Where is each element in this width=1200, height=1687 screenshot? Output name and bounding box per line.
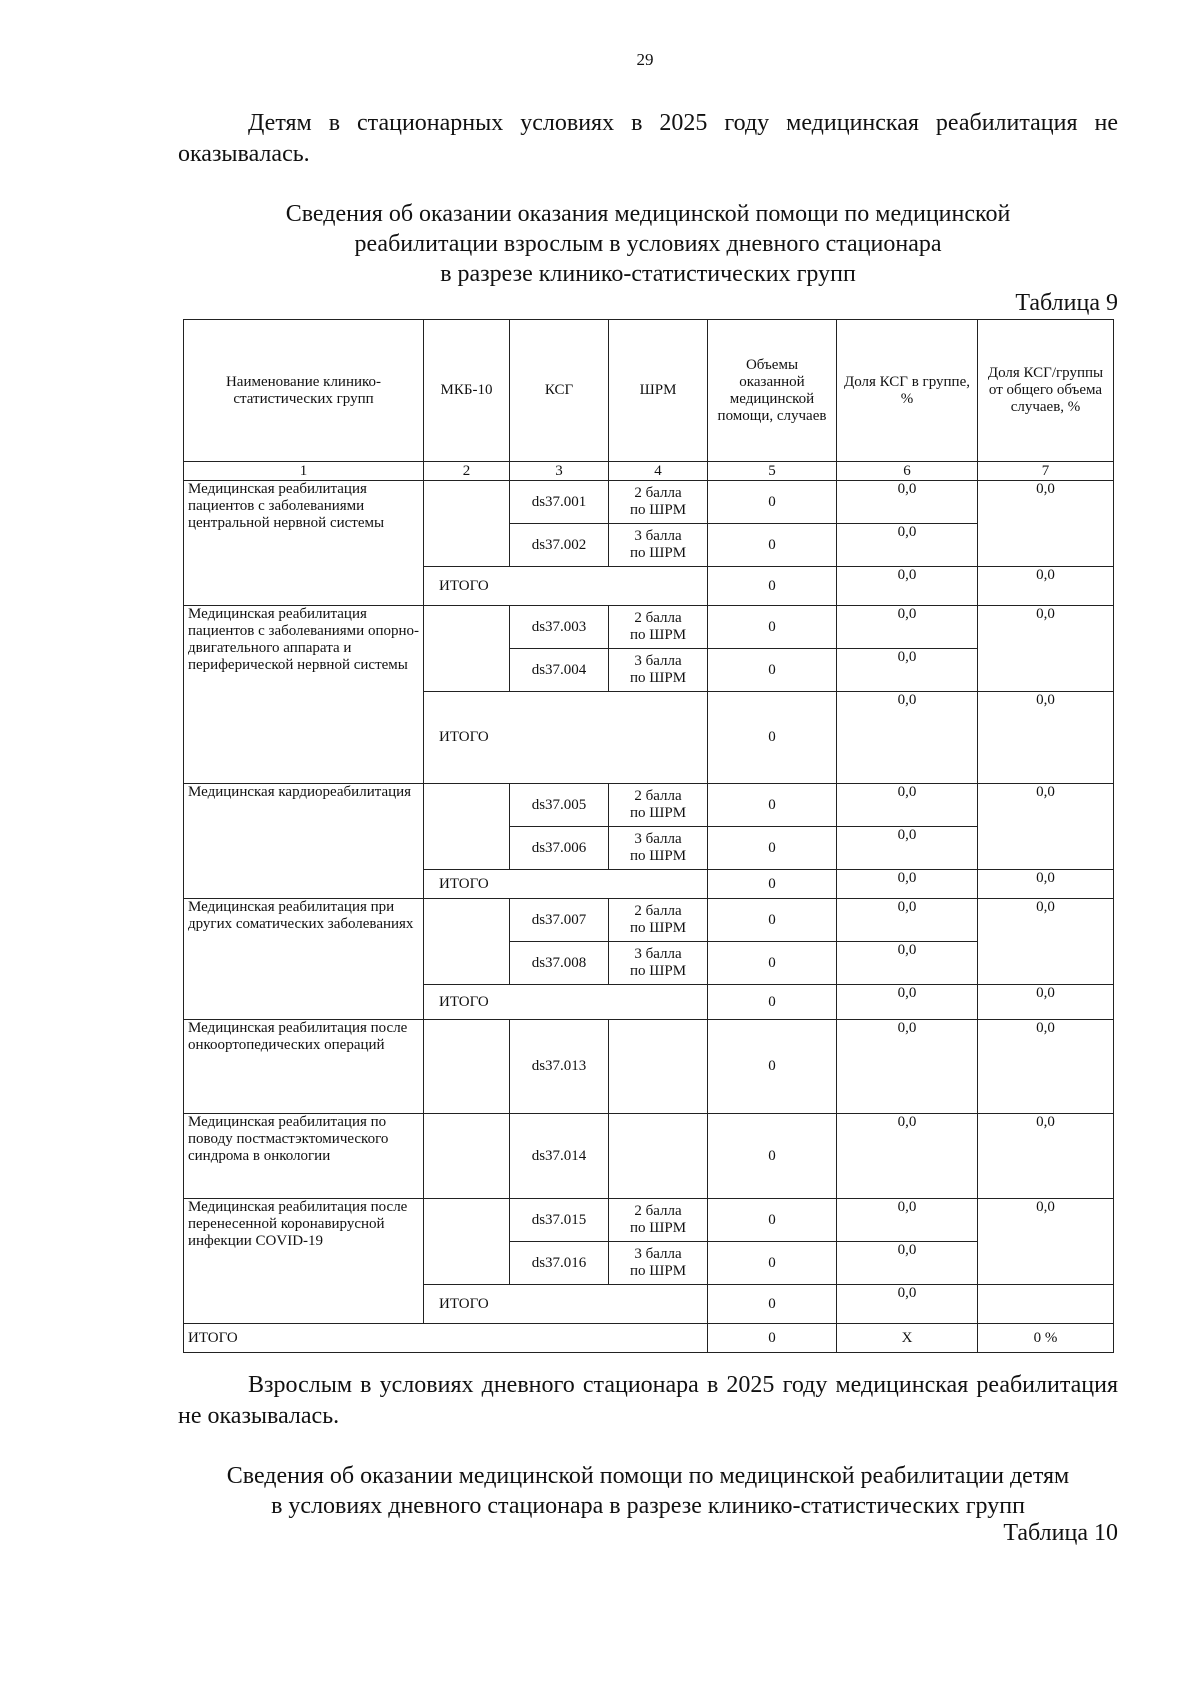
subtotal-label: ИТОГО (424, 567, 708, 606)
mkb-cell (424, 481, 510, 567)
group-share-cell: 0,0 (978, 899, 1114, 985)
grand-total-row (184, 1324, 1114, 1353)
col-header-ksg: КСГ (510, 320, 609, 462)
ksg-cell: ds37.001 (510, 481, 609, 524)
group-name: Медицинская реабилитация после перенесенной коронавирусной инфекции COVID-19 (184, 1199, 424, 1324)
ksg-cell: ds37.013 (510, 1020, 609, 1114)
cases-cell: 0 (708, 1114, 837, 1199)
group-share-cell: 0,0 (978, 1199, 1114, 1285)
table-row (184, 606, 1114, 649)
shrm-score: 3 балла (634, 653, 682, 669)
col-header-name: Наименование клинико-статистических групп (184, 320, 424, 462)
ksg-cell: ds37.003 (510, 606, 609, 649)
shrm-cell (609, 827, 708, 870)
shrm-score: 3 балла (634, 1246, 682, 1262)
shrm-unit: по ШРМ (629, 627, 687, 643)
share-cell: 0,0 (837, 942, 978, 985)
group-share-cell: 0,0 (978, 1020, 1114, 1114)
ksg-cell: ds37.002 (510, 524, 609, 567)
shrm-unit: по ШРМ (629, 848, 687, 864)
ksg-cell: ds37.014 (510, 1114, 609, 1199)
col-header-shrm: ШРМ (609, 320, 708, 462)
cases-cell: 0 (708, 692, 837, 784)
share-cell: 0,0 (837, 899, 978, 942)
share-cell: 0,0 (837, 985, 978, 1020)
grand-total-label: ИТОГО (184, 1324, 708, 1353)
shrm-score: 3 балла (634, 946, 682, 962)
mkb-cell (424, 606, 510, 692)
share-cell: 0,0 (837, 567, 978, 606)
shrm-cell (609, 524, 708, 567)
table-row (184, 784, 1114, 827)
ksg-cell: ds37.006 (510, 827, 609, 870)
group-name: Медицинская реабилитация после онкоортопедических операций (184, 1020, 424, 1114)
mkb-cell (424, 1114, 510, 1199)
cases-cell: 0 (708, 985, 837, 1020)
group-name: Медицинская реабилитация пациентов с заболеваниями центральной нервной системы (184, 481, 424, 606)
subtotal-label: ИТОГО (424, 692, 708, 784)
mkb-cell (424, 899, 510, 985)
col-header-cases: Объемы оказанной медицинской помощи, случаев (708, 320, 837, 462)
cases-cell: 0 (708, 1324, 837, 1353)
group-share-cell: 0,0 (978, 1114, 1114, 1199)
share-cell: 0,0 (837, 870, 978, 899)
shrm-cell (609, 784, 708, 827)
cases-cell: 0 (708, 1242, 837, 1285)
table9-label: Таблица 9 (1015, 290, 1118, 316)
share-cell: 0,0 (837, 827, 978, 870)
group-share-cell: 0,0 (978, 692, 1114, 784)
cases-cell: 0 (708, 784, 837, 827)
table9-heading (178, 199, 1118, 289)
cases-cell: 0 (708, 1285, 837, 1324)
column-number-row (184, 462, 1114, 481)
share-cell: 0,0 (837, 1020, 978, 1114)
heading-line: Сведения об оказании медицинской помощи по медицинской реабилитации детям (226, 1463, 1070, 1489)
cases-cell: 0 (708, 942, 837, 985)
table10-heading (178, 1461, 1118, 1521)
cases-cell: 0 (708, 481, 837, 524)
cases-cell: 0 (708, 870, 837, 899)
cases-cell: 0 (708, 567, 837, 606)
ksg-cell: ds37.016 (510, 1242, 609, 1285)
col-number: 6 (837, 462, 978, 481)
shrm-unit: по ШРМ (629, 545, 687, 561)
mkb-cell (424, 1020, 510, 1114)
intro-paragraph-text: Детям в стационарных условиях в 2025 году медицинская реабилитация не оказывалась. (178, 110, 1118, 167)
cases-cell: 0 (708, 899, 837, 942)
mkb-cell (424, 784, 510, 870)
shrm-cell (609, 1114, 708, 1199)
shrm-cell (609, 606, 708, 649)
shrm-score: 3 балла (634, 528, 682, 544)
table10-label: Таблица 10 (1003, 1520, 1118, 1546)
group-share-cell: 0 % (978, 1324, 1114, 1353)
shrm-score: 2 балла (634, 610, 682, 626)
ksg-cell: ds37.005 (510, 784, 609, 827)
col-number: 2 (424, 462, 510, 481)
group-name: Медицинская кардиореабилитация (184, 784, 424, 899)
share-cell: 0,0 (837, 784, 978, 827)
shrm-cell (609, 481, 708, 524)
cases-cell: 0 (708, 606, 837, 649)
shrm-cell (609, 1242, 708, 1285)
share-cell: 0,0 (837, 1199, 978, 1242)
subtotal-label: ИТОГО (424, 1285, 708, 1324)
page-number: 29 (636, 50, 654, 69)
intro-paragraph (178, 108, 1118, 170)
col-header-share: Доля КСГ в группе, % (837, 320, 978, 462)
shrm-unit: по ШРМ (629, 963, 687, 979)
group-share-cell: 0,0 (978, 870, 1114, 899)
shrm-cell (609, 1020, 708, 1114)
col-number: 5 (708, 462, 837, 481)
mkb-cell (424, 1199, 510, 1285)
conclusion-paragraph (178, 1370, 1118, 1432)
shrm-cell (609, 649, 708, 692)
share-cell: 0,0 (837, 692, 978, 784)
col-number: 1 (184, 462, 424, 481)
cases-cell: 0 (708, 649, 837, 692)
cases-cell: 0 (708, 524, 837, 567)
ksg-cell: ds37.004 (510, 649, 609, 692)
group-share-cell: 0,0 (978, 784, 1114, 870)
shrm-unit: по ШРМ (629, 1263, 687, 1279)
shrm-score: 2 балла (634, 903, 682, 919)
subtotal-label: ИТОГО (424, 870, 708, 899)
group-name: Медицинская реабилитация по поводу постмастэктомического синдрома в онкологии (184, 1114, 424, 1199)
cases-cell: 0 (708, 1020, 837, 1114)
shrm-unit: по ШРМ (629, 920, 687, 936)
shrm-unit: по ШРМ (629, 670, 687, 686)
col-number: 3 (510, 462, 609, 481)
table-row (184, 1020, 1114, 1114)
group-name: Медицинская реабилитация пациентов с заболеваниями опорно-двигательного аппарата и периферической нервной системы (184, 606, 424, 784)
shrm-score: 2 балла (634, 788, 682, 804)
table-row (184, 1199, 1114, 1242)
shrm-unit: по ШРМ (629, 1220, 687, 1236)
share-cell: 0,0 (837, 524, 978, 567)
share-cell: Х (837, 1324, 978, 1353)
group-share-cell (978, 1285, 1114, 1324)
table9 (183, 319, 1114, 1353)
table-header-row (184, 320, 1114, 462)
col-header-mkb: МКБ-10 (424, 320, 510, 462)
cases-cell: 0 (708, 827, 837, 870)
heading-line: Сведения об оказании оказания медицинской помощи по медицинской (285, 201, 1011, 227)
table-row (184, 899, 1114, 942)
shrm-unit: по ШРМ (629, 502, 687, 518)
shrm-cell (609, 942, 708, 985)
shrm-cell (609, 899, 708, 942)
shrm-score: 3 балла (634, 831, 682, 847)
col-number: 4 (609, 462, 708, 481)
share-cell: 0,0 (837, 606, 978, 649)
ksg-cell: ds37.007 (510, 899, 609, 942)
cases-cell: 0 (708, 1199, 837, 1242)
share-cell: 0,0 (837, 649, 978, 692)
shrm-score: 2 балла (634, 485, 682, 501)
share-cell: 0,0 (837, 1242, 978, 1285)
share-cell: 0,0 (837, 481, 978, 524)
conclusion-paragraph-text: Взрослым в условиях дневного стационара в 2025 году медицинская реабилитация не оказывалась. (178, 1372, 1118, 1429)
group-share-cell: 0,0 (978, 567, 1114, 606)
subtotal-label: ИТОГО (424, 985, 708, 1020)
heading-line: в разрезе клинико-статистических групп (440, 261, 856, 287)
share-cell: 0,0 (837, 1285, 978, 1324)
ksg-cell: ds37.015 (510, 1199, 609, 1242)
col-header-group-share: Доля КСГ/группы от общего объема случаев, % (978, 320, 1114, 462)
col-number: 7 (978, 462, 1114, 481)
shrm-cell (609, 1199, 708, 1242)
shrm-unit: по ШРМ (629, 805, 687, 821)
ksg-cell: ds37.008 (510, 942, 609, 985)
group-share-cell: 0,0 (978, 481, 1114, 567)
share-cell: 0,0 (837, 1114, 978, 1199)
group-name: Медицинская реабилитация при других соматических заболеваниях (184, 899, 424, 1020)
table-row (184, 481, 1114, 524)
shrm-score: 2 балла (634, 1203, 682, 1219)
heading-line: в условиях дневного стационара в разрезе клинико-статистических групп (271, 1493, 1025, 1519)
group-share-cell: 0,0 (978, 985, 1114, 1020)
heading-line: реабилитации взрослым в условиях дневного стационара (354, 231, 942, 257)
group-share-cell: 0,0 (978, 606, 1114, 692)
table-row (184, 1114, 1114, 1199)
